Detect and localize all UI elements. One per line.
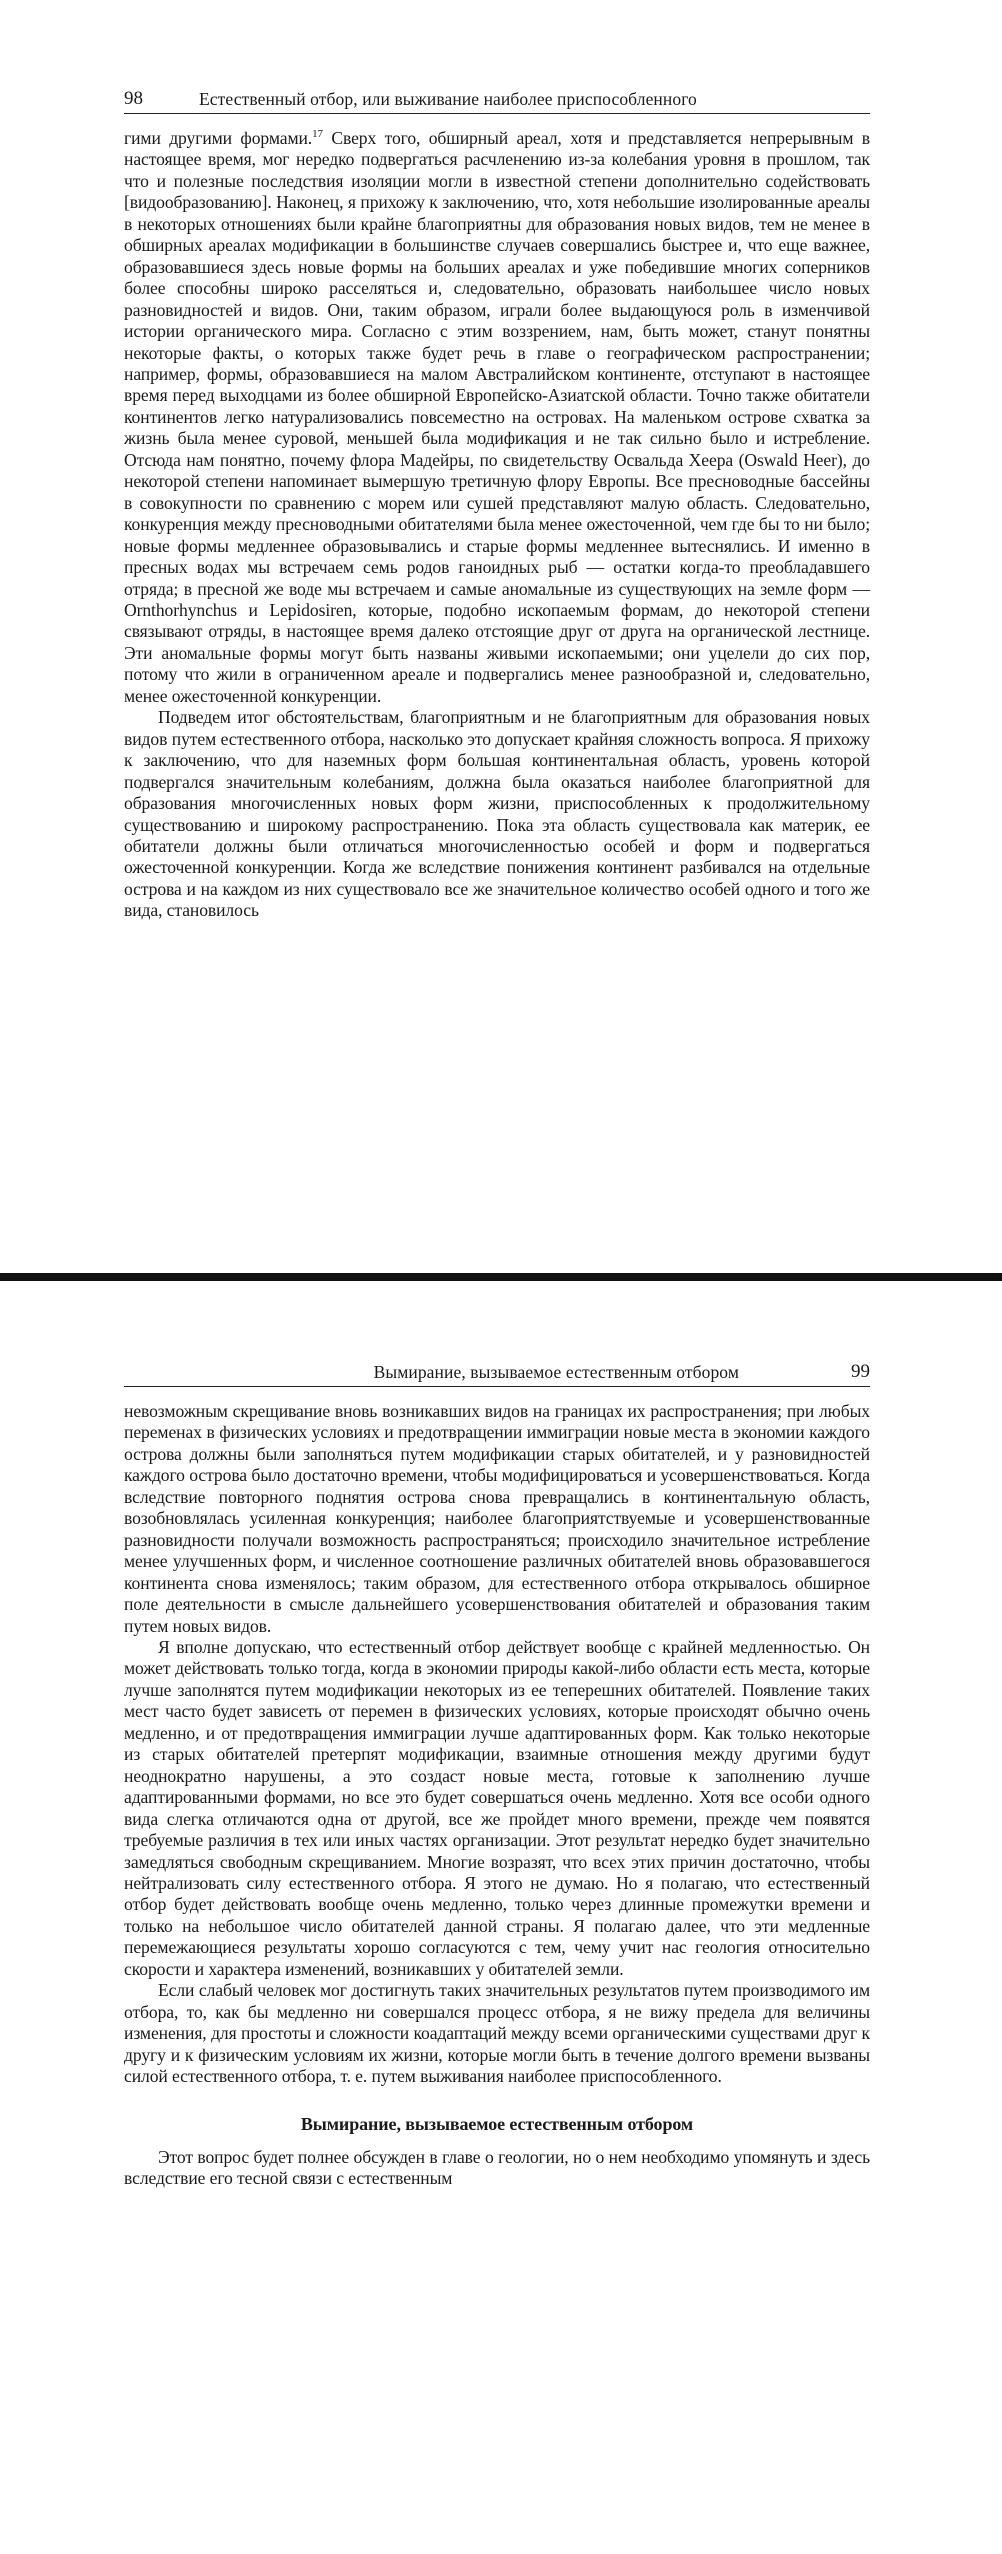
paragraph: Этот вопрос будет полнее обсужден в главе о геологии, но о нем необходимо упомянуть и здесь вследствие его тесной связи с естественным <box>124 2146 870 2189</box>
page-98 <box>0 0 1002 1273</box>
page-content <box>124 1361 870 2190</box>
paragraph: невозможным скрещивание вновь возникавших видов на границах их распространения; при любых переменах в физических условиях и предотвращении иммиграции новые места в экономии каждого острова должны были заполняться путем модификации старых обитателей, и у разновидностей каждого острова было достаточно времени, чтобы модифицироваться и усовершенствоваться. Когда вследствие повторного поднятия острова снова превращались в континентальную область, возобновлялась усиленная конкуренция; наиболее благоприятствуемые и усовершенствованные разновидности получали возможность распространяться; происходило значительное истребление менее улучшенных форм, и численное соотношение различных обитателей вновь образовавшегося континента снова изменялось; таким образом, для естественного отбора открывалось обширное поле деятельности в смысле дальнейшего усовершенствования обитателей и образования таким путем новых видов. <box>124 1401 870 1636</box>
paragraph: Я вполне допускаю, что естественный отбор действует вообще с крайней медленностью. Он может действовать только тогда, когда в экономии природы какой-либо области есть места, которые лучше заполнятся путем модификации некоторых из ее теперешних обитателей. Появление таких мест часто будет зависеть от перемен в физических условиях, которые происходят обычно очень медленно, и от предотвращения иммиграции лучше адаптированных форм. Как только некоторые из старых обитателей претерпят модификации, взаимные отношения между другими будут неоднократно нарушены, а это создаст новые места, готовые к заполнению лучше адаптированными формами, но все это будет совершаться очень медленно. Хотя все особи одного вида слегка отличаются одна от другой, все же пройдет много времени, прежде чем появятся требуемые различия в тех или иных частях организации. Этот результат нередко будет значительно замедляться свободным скрещиванием. Многие возразят, что всех этих причин достаточно, чтобы нейтрализовать силу естественного отбора. Я этого не думаю. Но я полагаю, что естественный отбор будет действовать вообще очень медленно, только через длинные промежутки времени и только на небольшое число обитателей данной страны. Я полагаю далее, что эти медленные перемежающиеся результаты хорошо согласуются с тем, чему учит нас геология относительно скорости и характера изменений, возникавших у обитателей земли. <box>124 1636 870 1979</box>
page-99 <box>0 1281 1002 2554</box>
footnote-ref: 17 <box>312 128 323 141</box>
running-head: Естественный отбор, или выживание наиболее приспособленного <box>199 89 697 109</box>
paragraph-rest: Сверх того, обширный ареал, хотя и представляется непрерывным в настоящее время, мог нередко подвергаться расчленению из-за колебания уровня в прошлом, так что и полезные последствия изоляции могли в известной степени дополнительно содействовать [видообразованию]. Наконец, я прихожу к заключению, что, хотя небольшие изолированные ареалы в некоторых отношениях были крайне благоприятны для образования новых видов, тем не менее в обширных ареалах модификации в большинстве случаев совершались быстрее и, что еще важнее, образовавшиеся здесь новые формы на больших ареалах и уже победившие многих соперников более способны широко расселяться и, следовательно, образовать наибольшее число новых разновидностей и видов. Они, таким образом, играли более выдающуюся роль в изменчивой истории органического мира. Согласно с этим воззрением, нам, быть может, станут понятны некоторые факты, о которых также будет речь в главе о географическом распространении; например, формы, образовавшиеся на малом Австралийском континенте, отступают в настоящее время перед выходцами из более обширной Европейско-Азиатской области. Точно также обитатели континентов легко натурализовались повсеместно на островах. На маленьком острове схватка за жизнь была менее суровой, меньшей была модификация и не так сильно было и истребление. Отсюда нам понятно, почему флора Мадейры, по свидетельству Освальда Хеера (Oswald Heer), до некоторой степени напоминает вымершую третичную флору Европы. Все пресноводные бассейны в совокупности по сравнению с морем или сушей представляют малую область. Следовательно, конкуренция между пресноводными обитателями была менее ожесточенной, чем где бы то ни было; новые формы медленнее образовывались и старые формы медленнее вытеснялись. И именно в пресных водах мы встречаем семь родов ганоидных рыб — остатки когда-то преобладавшего отряда; в пресной же воде мы встречаем и самые аномальные из существующих на земле форм — Ornthorhynchus и Lepidosiren, которые, подобно ископаемым формам, до некоторой степени связывают отряды, в настоящее время далеко отстоящие друг от друга на органической лестнице. Эти аномальные формы могут быть названы живыми ископаемыми; они уцелели до сих пор, потому что жили в ограниченном ареале и подвергались менее разнообразной и, следовательно, менее ожесточенной конкуренции. <box>124 128 870 706</box>
page-number: 98 <box>124 88 143 109</box>
page-header <box>124 88 870 114</box>
page-number: 99 <box>851 1361 870 1382</box>
page-header <box>124 1361 870 1387</box>
body-text <box>124 128 870 922</box>
paragraph: Если слабый человек мог достигнуть таких значительных результатов путем производимого им отбора, то, как бы медленно ни совершался процесс отбора, я не вижу предела для величины изменения, для простоты и сложности коадаптаций между всеми органическими существами друг к другу и к физическим условиям их жизни, которые могли быть в течение долгого времени вызваны силой естественного отбора, т. е. путем выживания наиболее приспособленного. <box>124 1980 870 2087</box>
paragraph <box>124 128 870 707</box>
page-separator <box>0 1273 1002 1281</box>
paragraph: Подведем итог обстоятельствам, благоприятным и не благоприятным для образования новых видов путем естественного отбора, насколько это допускает крайняя сложность вопроса. Я прихожу к заключению, что для наземных форм большая континентальная область, уровень которой подвергался значительным колебаниям, должна была оказаться наиболее благоприятной для образования многочисленных новых форм жизни, приспособленных к продолжительному существованию и широкому распространению. Пока эта область существовала как материк, ее обитатели должны были отличаться многочисленностью особей и форм и подвергаться ожесточенной конкуренции. Когда же вследствие понижения континент разбивался на отдельные острова и на каждом из них существовало все же значительное количество особей одного и того же вида, становилось <box>124 707 870 921</box>
page-content <box>124 88 870 922</box>
section-heading: Вымирание, вызываемое естественным отбором <box>300 2113 694 2134</box>
running-head: Вымирание, вызываемое естественным отбором <box>373 1362 739 1382</box>
paragraph-start: гими другими формами. <box>124 128 313 148</box>
body-text <box>124 1401 870 2190</box>
